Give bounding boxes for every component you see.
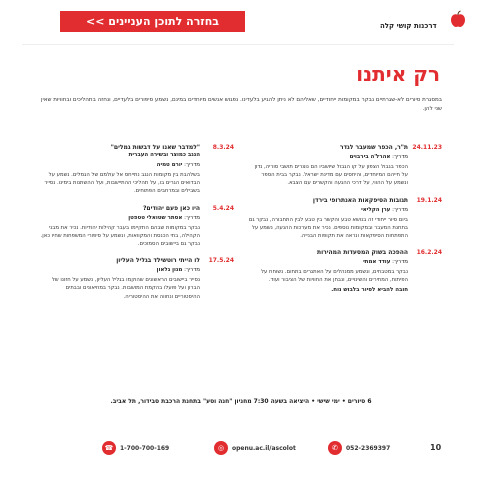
apple-icon (450, 10, 466, 28)
phone-1-text: 052-2369397 (346, 444, 391, 452)
event-date: 8.3.24 (212, 144, 234, 151)
event-note: חובה להביא לסיור בלבוש נוח. (331, 286, 408, 293)
event-description: נבקר במקומות שבהם התקיימו בעבר קהילות יהודיות. נכיר את מבני הקהילה, בתי הכנסת והמקוואות, ונשמע על סיפורי המשפחות שחיו כאן. נבקר גם ביישובים הסמוכים. (40, 224, 200, 248)
event-title: "למדבר שאנו על דבשות גמלים" (110, 144, 200, 151)
lecturer-label: מדריך: (184, 214, 200, 221)
contact-phone-2[interactable] (102, 441, 169, 455)
event-item (248, 197, 442, 241)
page-number: 10 (430, 443, 442, 452)
event-item (248, 144, 442, 188)
contact-website[interactable] (214, 441, 296, 455)
event-lecturer (40, 266, 200, 275)
lecturer-name: ערן הקליאי (361, 206, 391, 213)
event-title: ת"ר, הכפר שמעבר לגדר (339, 144, 408, 151)
lecturer-label: מדריך: (184, 162, 200, 168)
intro-paragraph: במסגרת סיורים לא-שגרתיים נבקר במקומות ייחודיים, שאליהם לא ניתן להגיע בלעדינו. נפגוש אנשים מיוחדים במינם, נשמע סיפורים בלעדיים, ונחזה בתהליכים ובחוויות שאין שני להן. (40, 97, 442, 112)
event-description: בשלהבת בין מקומות הנגב נתייחס אל עולמם של הגמלים. נשמע על הבדואים הגרים בו, על תהליכי ההתיישבות, ועל ההשתנות בימינו. נסייר בשבילים ובמרחבים הפתוחים. (44, 172, 200, 195)
website-text: openu.ac.il/ascolot (232, 444, 296, 452)
event-lecturer (248, 206, 408, 215)
page-footer (0, 432, 480, 480)
lecturer-name: יורם טמיה (156, 162, 183, 168)
whatsapp-icon: ✆ (328, 441, 342, 455)
back-to-toc-button[interactable]: בחזרה לתוכן העניינים >> (60, 11, 245, 32)
event-item (40, 205, 234, 249)
lecturer-name: אהרל'ה בירבוים (349, 154, 391, 160)
event-description: נבקר במטבחים, ונשמע ממנהלים על האתגרים בתחום. נשוחח על הפיתוח, המחירים והשינויים, ונבחן את החוויות של הציבור ועוד. (260, 269, 408, 284)
event-description: הכפר בגבול הצפון על קו הגבול שיושביו הם נוצרים תושבי סוריה, נדון על חייהם המיוחדים, והיחסים עם מדינת ישראל. נבקר בבית הספר ונשמע על ההווי, על דרכי ההגעה והקשרים עם הצבא. (254, 164, 408, 187)
event-description: ביום סיור ייחודי זה בנושא טבע והקשר בין טבע לבין התחבורה, נבקר גם בתחנת המעבר ובמקומות נוספים. נכיר את מערכות ההנעה, נשמע על התפתחות הסיפקאות ונראה את תקופות הבנייה. (248, 216, 408, 240)
lecturer-label: מדריך: (184, 267, 200, 274)
event-title: תגובות הסיפקאות האנתרופי בירדן (312, 196, 408, 204)
event-title: לו הייתי רוטשילד בגליל העליון (116, 257, 200, 265)
event-lecturer (40, 161, 200, 170)
event-date: 19.1.24 (416, 196, 442, 204)
globe-icon: ◎ (214, 441, 228, 455)
page-title: רק איתנו (356, 62, 440, 86)
event-title: היו כאן פעם יהודים? (142, 204, 200, 212)
event-lecturer (248, 258, 408, 267)
event-date: 24.11.23 (412, 144, 442, 151)
lecturer-name: מנון גלאון (156, 267, 183, 274)
header-divider (22, 44, 454, 45)
event-date: 5.4.24 (212, 204, 234, 212)
lecturer-label: מדריך: (392, 154, 408, 160)
left-column (40, 144, 234, 310)
event-item (248, 249, 442, 294)
event-item (40, 144, 234, 196)
event-lecturer (248, 153, 408, 162)
lecturer-name: אסתר שטואלי טטפטן (128, 214, 183, 221)
event-date: 17.5.24 (208, 257, 234, 265)
phone-2-text: 1-700-700-169 (120, 444, 170, 452)
event-date: 16.2.24 (416, 249, 442, 257)
lecturer-name: עודד אמתי (363, 259, 391, 266)
event-lecturer (40, 214, 200, 223)
contact-phone-1[interactable] (328, 441, 390, 455)
event-subtitle: הנגב כמוצר ובשירה העברית (128, 152, 200, 158)
lecturer-label: מדריך: (392, 206, 408, 213)
event-title: ההפכה בשוק המסעדות המהירות (316, 249, 408, 257)
tour-schedule-note: 6 סיורים • ימי שישי • היציאה בשעה 7:30 מחניון "חנה וסע" בתחנת הרכבת סבידור, תל אביב. (110, 398, 372, 405)
event-description: נסייר ביישובים הראשונים שהוקמו בגליל העליון, נשמע על חזונו של הברון ועל פועלו בהקמת המושבות. נבקר במוזיאונים ובבתים ההיסטוריים ונחווה את ההיסטוריה. (51, 277, 200, 300)
right-column (248, 144, 442, 304)
lecturer-label: מדריך: (392, 259, 408, 266)
event-item (40, 257, 234, 301)
phone-icon: ☎ (102, 441, 116, 455)
series-title: דרכנות קושי קלה (380, 22, 437, 30)
